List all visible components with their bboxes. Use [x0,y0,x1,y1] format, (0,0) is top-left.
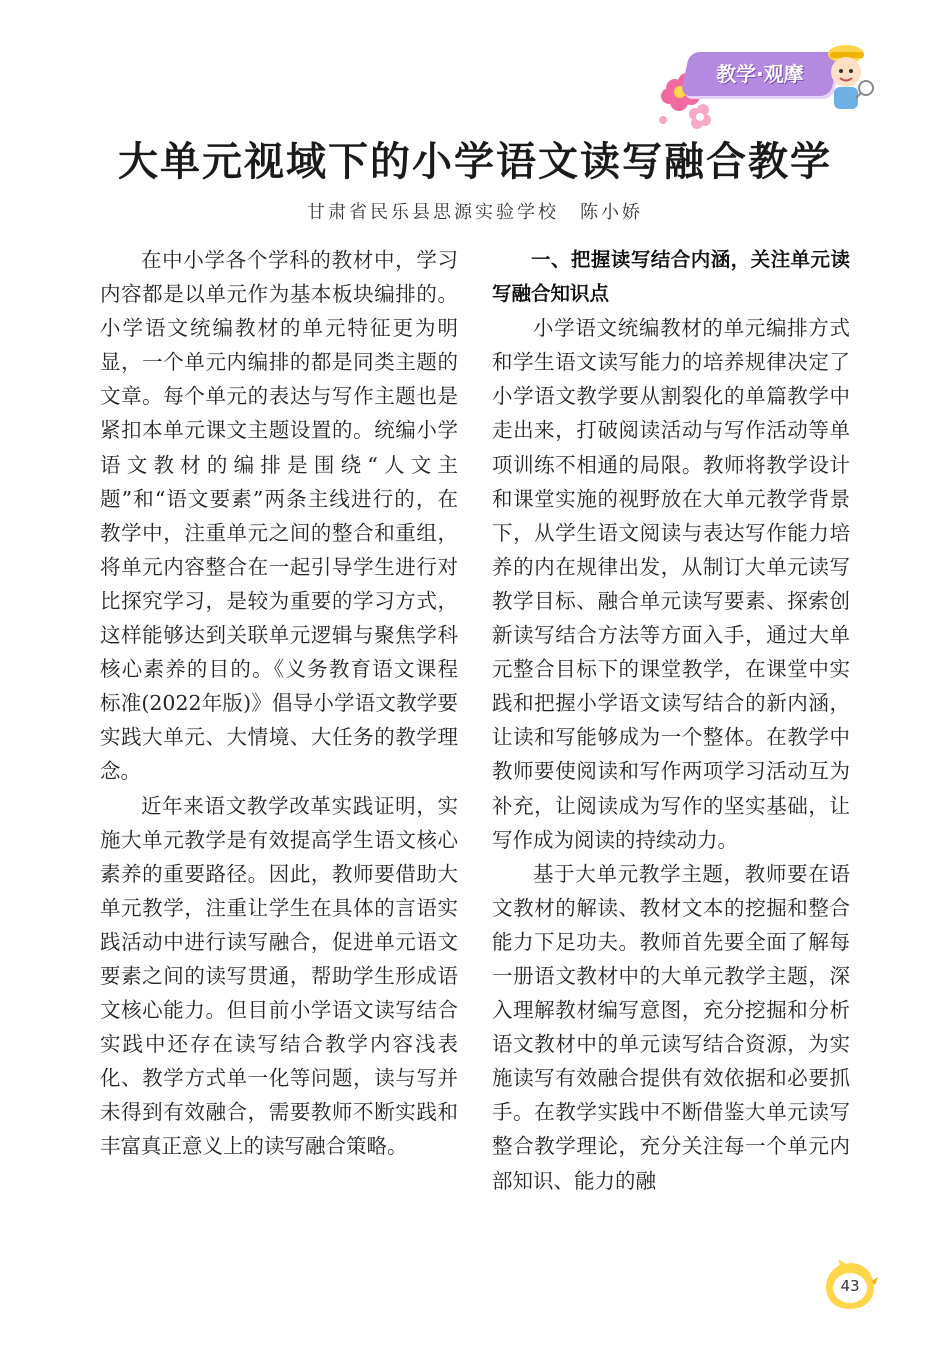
body-paragraph: 基于大单元教学主题，教师要在语文教材的解读、教材文本的挖掘和整合能力下足功夫。教师首先要全面了解每一册语文教材中的大单元教学主题，深入理解教材编写意图，充分挖掘和分析语文教材中的单元读写结合资源，为实施读写有效融合提供有效依据和必要抓手。在教学实践中不断借鉴大单元读写整合教学理论，充分关注每一个单元内部知识、能力的融 [492,861,850,1193]
section-badge [655,40,885,130]
cartoon-kid-icon [820,40,875,120]
body-paragraph: 小学语文统编教材的单元编排方式和学生语文读写能力的培养规律决定了小学语文教学要从割裂化的单篇教学中走出来，打破阅读活动与写作活动等单项训练不相通的局限。教师将教学设计和课堂实施的视野放在大单元教学背景下，从学生语文阅读与表达写作能力培养的内在规律出发，从制订大单元读写教学目标、融合单元读写要素、探索创新读写结合方法等方面入手，通过大单元整合目标下的课堂教学，在课堂中实践和把握小学语文读写结合的新内涵，让读和写能够成为一个整体。在教学中教师要使阅读和写作两项学习活动互为补充，让阅读成为写作的坚实基础，让写作成为阅读的持续动力。 [492,316,850,852]
article-author: 甘肃省民乐县思源实验学校 陈小娇 [307,202,643,223]
right-column [492,243,850,1198]
body-paragraph: 近年来语文教学改革实践证明，实施大单元教学是有效提高学生语文核心素养的重要路径。因此，教师要借助大单元教学，注重让学生在具体的言语实践活动中进行读写融合，促进单元语文要素之间的读写贯通，帮助学生形成语文核心能力。但目前小学语文读写结合实践中还存在读写结合教学内容浅表化、教学方式单一化等问题，读与写并未得到有效融合，需要教师不断实践和丰富真正意义上的读写融合策略。 [100,793,458,1159]
page-number-badge [820,1255,880,1315]
body-paragraph: 在中小学各个学科的教材中，学习内容都是以单元作为基本板块编排的。小学语文统编教材的单元特征更为明显，一个单元内编排的都是同类主题的文章。每个单元的表达与写作主题也是紧扣本单元课文主题设置的。统编小学语文教材的编排是围绕“人文主题”和“语文要素”两条主线进行的，在教学中，注重单元之间的整合和重组，将单元内容整合在一起引导学生进行对比探究学习，是较为重要的学习方式，这样能够达到关联单元逻辑与聚焦学科核心素养的目的。《义务教育语文课程标准(2022年版)》倡导小学语文教学要实践大单元、大情境、大任务的教学理念。 [100,248,458,784]
section-heading: 一、把握读写结合内涵，关注单元读写融合知识点 [492,248,850,306]
page-number: 43 [840,1277,860,1295]
section-badge-label: 教学·观摩 [716,62,804,86]
article-title: 大单元视域下的小学语文读写融合教学 [118,139,832,185]
left-column [100,243,458,1164]
